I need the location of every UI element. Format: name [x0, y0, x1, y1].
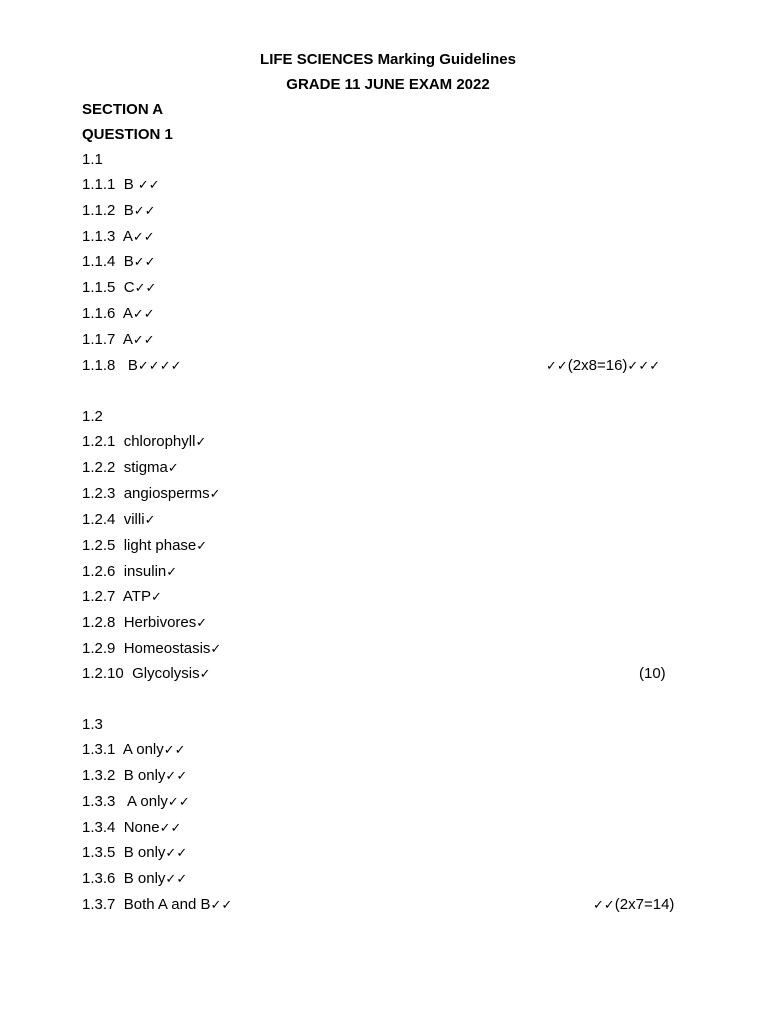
item-answer: Homeostasis [123, 640, 211, 657]
item-number: 1.1.8 [82, 357, 116, 374]
answer-row [82, 613, 207, 634]
answer-row [82, 587, 162, 608]
total-marks: (2x7=14) [614, 896, 675, 913]
tick-mark: ✓ [196, 539, 208, 554]
item-answer: chlorophyll [123, 433, 196, 450]
tick-marks: ✓✓ [165, 846, 188, 861]
answer-row [82, 818, 181, 839]
item-number: 1.2.3 [82, 485, 116, 502]
answer-row [82, 766, 187, 787]
answer-row [82, 792, 190, 813]
item-number: 1.1.2 [82, 202, 116, 219]
item-answer: A [122, 331, 133, 348]
item-number: 1.3.2 [82, 767, 116, 784]
item-answer: None [123, 819, 160, 836]
section-heading: SECTION A [82, 101, 164, 118]
total-marks: (10) [639, 665, 666, 682]
item-number: 1.3.4 [82, 819, 116, 836]
tick-marks: ✓✓ [134, 281, 157, 296]
answer-row [82, 562, 177, 583]
section-total [546, 356, 660, 377]
answer-row [82, 536, 207, 557]
item-answer: B [123, 176, 134, 193]
answer-row [82, 895, 232, 916]
tick-mark: ✓ [144, 513, 156, 528]
item-answer: insulin [123, 563, 167, 580]
item-answer: B [123, 202, 134, 219]
answer-row [82, 175, 160, 196]
subquestion-label-1-2: 1.2 [82, 408, 103, 425]
item-number: 1.2.2 [82, 459, 116, 476]
tick-marks: ✓✓ [133, 204, 156, 219]
item-number: 1.1.1 [82, 176, 116, 193]
item-number: 1.2.7 [82, 588, 116, 605]
item-answer: Both A and B [123, 896, 211, 913]
item-number: 1.2.1 [82, 433, 116, 450]
subquestion-label-1-3: 1.3 [82, 716, 103, 733]
answer-row [82, 432, 206, 453]
tick-mark: ✓ [210, 642, 222, 657]
item-number: 1.3.3 [82, 793, 116, 810]
answer-row [82, 356, 181, 377]
tick-marks: ✓✓ [133, 255, 156, 270]
tick-marks: ✓✓ [165, 769, 188, 784]
tick-marks: ✓✓ [132, 230, 155, 245]
answer-row [82, 843, 187, 864]
tick-marks: ✓✓ [132, 333, 155, 348]
document-subtitle: GRADE 11 JUNE EXAM 2022 [286, 76, 490, 93]
answer-row [82, 639, 221, 660]
item-number: 1.1.3 [82, 228, 116, 245]
item-number: 1.2.8 [82, 614, 116, 631]
item-answer: stigma [123, 459, 168, 476]
answer-row [82, 201, 156, 222]
item-number: 1.1.7 [82, 331, 116, 348]
tick-marks: ✓✓ [167, 795, 190, 810]
item-answer: B [123, 253, 134, 270]
tick-mark: ✓ [166, 565, 178, 580]
item-number: 1.2.6 [82, 563, 116, 580]
tick-marks: ✓✓ [165, 872, 188, 887]
tick-mark: ✓ [209, 487, 221, 502]
answer-row [82, 278, 156, 299]
item-answer: A only [123, 793, 168, 810]
answer-row [82, 869, 187, 890]
item-answer: Glycolysis [132, 665, 200, 682]
section-total [593, 895, 674, 916]
tick-mark: ✓ [195, 435, 207, 450]
item-number: 1.3.5 [82, 844, 116, 861]
tick-marks: ✓✓ [137, 178, 160, 193]
item-answer: A [122, 228, 133, 245]
item-answer: B only [123, 767, 166, 784]
item-answer: villi [123, 511, 145, 528]
document-title: LIFE SCIENCES Marking Guidelines [260, 51, 516, 68]
answer-row [82, 304, 155, 325]
answer-row [82, 330, 155, 351]
item-answer: A [122, 305, 133, 322]
tick-mark: ✓ [199, 667, 211, 682]
answer-row [82, 740, 186, 761]
item-answer: light phase [123, 537, 197, 554]
item-answer: B only [123, 870, 166, 887]
item-number: 1.3.6 [82, 870, 116, 887]
tick-marks: ✓✓ [210, 898, 233, 913]
item-answer: ATP [122, 588, 151, 605]
answer-row [82, 664, 210, 685]
item-answer: Herbivores [123, 614, 197, 631]
item-answer: A only [122, 741, 164, 758]
item-number: 1.1.5 [82, 279, 116, 296]
answer-row [82, 458, 179, 479]
subquestion-label-1-1: 1.1 [82, 151, 103, 168]
tick-marks: ✓✓ [593, 898, 615, 913]
tick-marks: ✓✓ [132, 307, 155, 322]
tick-mark: ✓ [167, 461, 179, 476]
question-heading: QUESTION 1 [82, 126, 173, 143]
tick-mark: ✓ [196, 616, 208, 631]
answer-row [82, 252, 156, 273]
item-number: 1.2.10 [82, 665, 124, 682]
tick-marks: ✓✓ [159, 821, 182, 836]
item-answer: B [127, 357, 138, 374]
item-number: 1.3.7 [82, 896, 116, 913]
answer-row [82, 510, 155, 531]
item-number: 1.2.4 [82, 511, 116, 528]
item-answer: B only [123, 844, 166, 861]
item-number: 1.2.9 [82, 640, 116, 657]
item-number: 1.3.1 [82, 741, 116, 758]
item-answer: C [123, 279, 135, 296]
total-marks: (2x8=16) [567, 357, 628, 374]
tick-marks: ✓✓ [163, 743, 186, 758]
answer-row [82, 484, 221, 505]
item-number: 1.1.4 [82, 253, 116, 270]
item-answer: angiosperms [123, 485, 210, 502]
item-number: 1.1.6 [82, 305, 116, 322]
tick-marks: ✓✓ [546, 359, 568, 374]
item-number: 1.2.5 [82, 537, 116, 554]
tick-marks: ✓✓✓ [627, 359, 661, 374]
tick-mark: ✓ [150, 590, 162, 605]
answer-row [82, 227, 155, 248]
tick-marks: ✓✓✓✓ [137, 359, 182, 374]
